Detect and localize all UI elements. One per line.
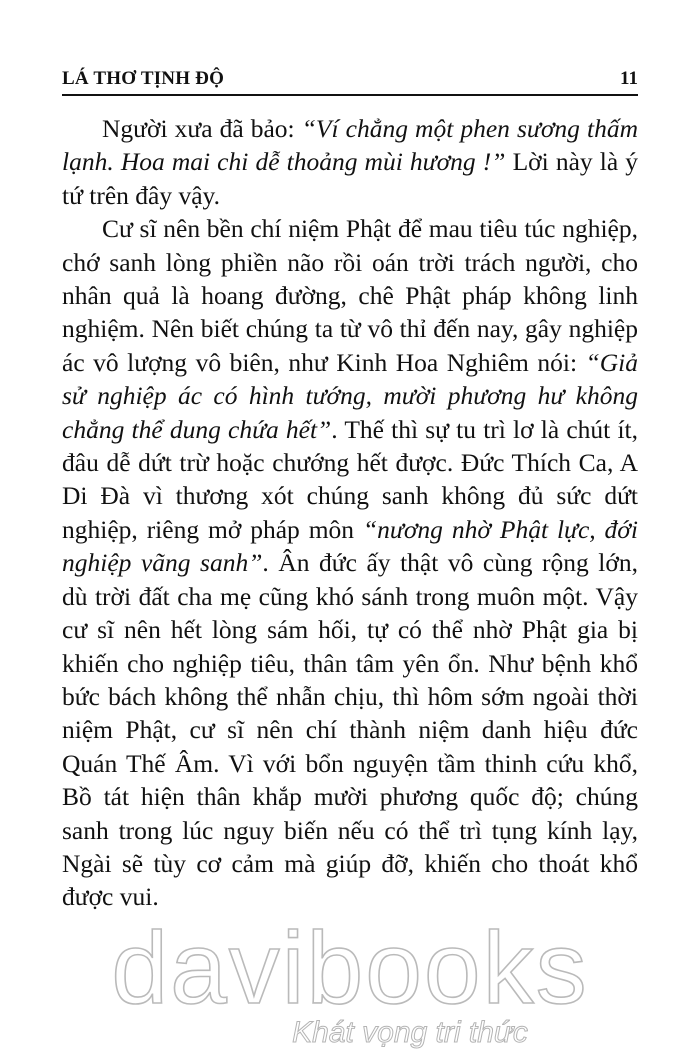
- paragraph-1-quote: “Ví chẳng một phen sương thấm lạnh. Hoa mai chi dễ thoảng mùi hương !”: [62, 114, 639, 177]
- book-title: LÁ THƠ TỊNH ĐỘ: [62, 68, 225, 89]
- paragraph-2-text-c: . Ân đức ấy thật vô cùng rộng lớn, dù trời đất cha mẹ cũng khó sánh trong muôn một. Vậy cư sĩ nên hết lòng sám hối, tự có thể nhờ Phật gia bị khiến cho nghiệp tiêu, thân tâm yên ổn. Như bệnh khổ bức bách không thể nhẫn chịu, thì hôm sớm ngoài thời niệm Phật, cư sĩ nên chí thành niệm danh hiệu đức Quán Thế Âm. Vì với bổn nguyện tầm thinh cứu khổ, Bồ tát hiện thân khắp mười phương quốc độ; chúng sanh trong lúc nguy biến nếu có thể trì tụng kính lạy, Ngài sẽ tùy cơ cảm mà giúp đỡ, khiến cho thoát khổ được vui.: [62, 548, 638, 912]
- paragraph-2-quote-2: “nương nhờ Phật lực, đới nghiệp vãng sanh”: [62, 514, 638, 578]
- paragraph-2-text-b: . Thế thì sự tu trì lơ là chút ít, đâu dễ dứt trừ hoặc chướng hết được. Đức Thích Ca, A Di Đà vì thương xót chúng sanh không đủ sức dứt nghiệp, riêng mở pháp môn: [62, 414, 638, 544]
- paragraph-1: [62, 112, 638, 212]
- paragraph-1-text-b: Lời này là ý tứ trên đây vậy.: [62, 147, 639, 210]
- paragraph-2-text-a: Cư sĩ nên bền chí niệm Phật để mau tiêu túc nghiệp, chớ sanh lòng phiền não rồi oán trời trách người, cho nhân quả là hoang đường, chê Phật pháp không linh nghiệm. Nên biết chúng ta từ vô thỉ đến nay, gây nghiệp ác vô lượng vô biên, như Kinh Hoa Nghiêm nói:: [62, 214, 638, 377]
- running-header: [62, 68, 638, 96]
- paragraph-1-text-a: Người xưa đã bảo:: [102, 114, 302, 143]
- page-number: 11: [620, 68, 638, 89]
- paragraph-2: [62, 212, 638, 914]
- watermark-brand: davibooks: [111, 911, 589, 1025]
- watermark: [0, 911, 700, 1050]
- page-body: [62, 112, 638, 914]
- paragraph-2-quote-1: “Giả sử nghiệp ác có hình tướng, mười phương hư không chẳng thể dung chứa hết”: [62, 347, 638, 444]
- watermark-tagline: Khát vọng tri thức: [292, 1016, 528, 1049]
